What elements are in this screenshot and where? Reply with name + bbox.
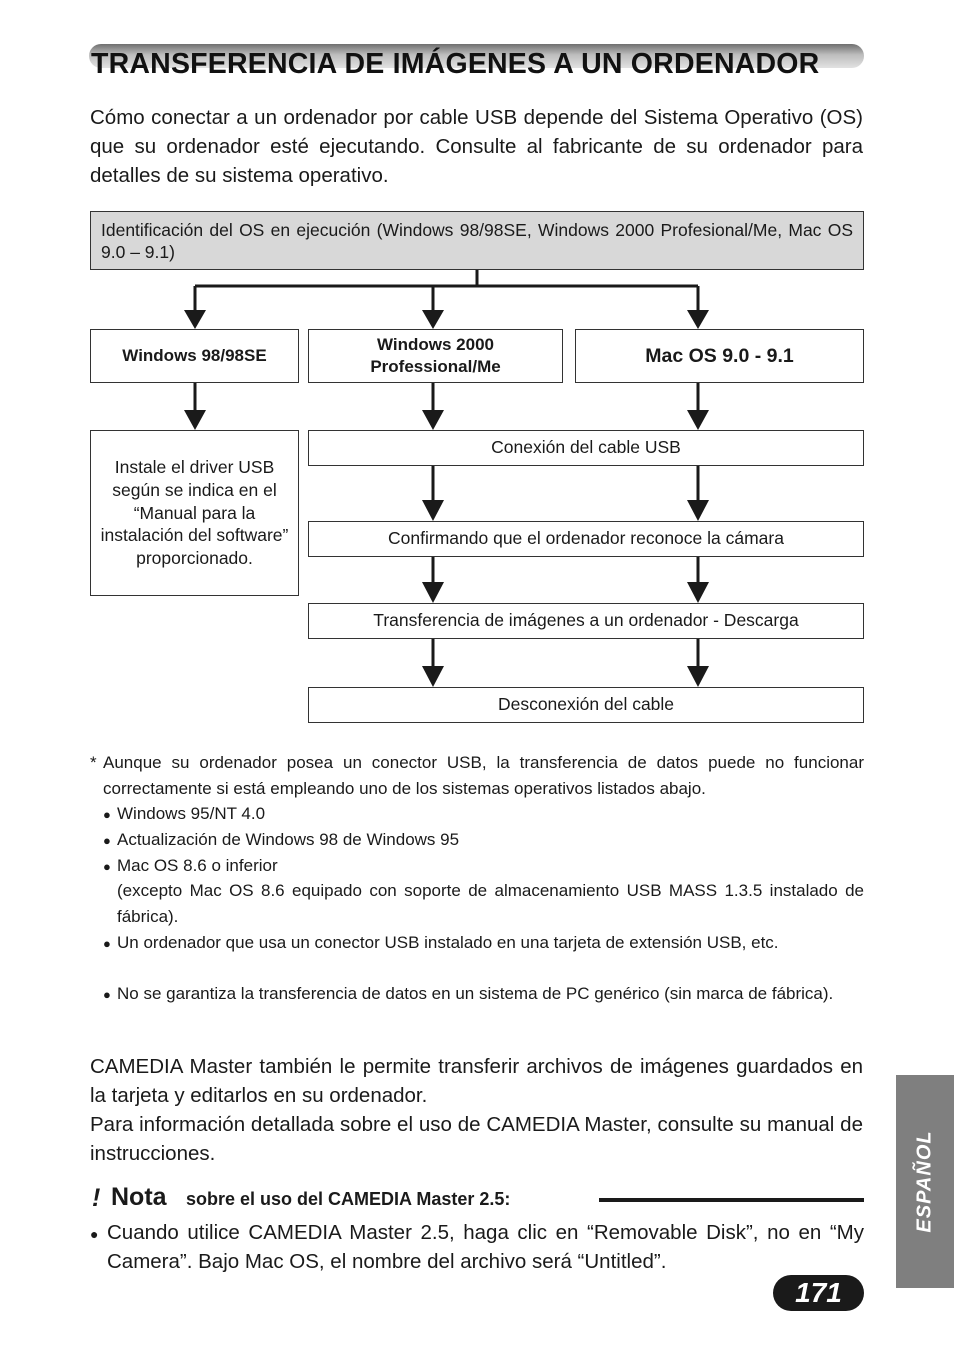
flow-os-win2000-line1: Windows 2000 <box>377 335 494 354</box>
camedia-paragraph <box>90 1052 863 1168</box>
footnote-bullet-icon: ● <box>103 987 111 1002</box>
arrow-to-mac <box>687 286 709 329</box>
arrow-usb-to-confirm-left <box>422 466 444 521</box>
note-label: Nota <box>111 1183 167 1211</box>
footnote-bullet-icon: ● <box>103 859 111 874</box>
page-number: 171 <box>795 1277 842 1308</box>
footnote-item: Windows 95/NT 4.0 <box>117 804 266 823</box>
flow-step-transfer-images: Transferencia de imágenes a un ordenador - Descarga <box>308 603 864 639</box>
footnote-item: Actualización de Windows 98 de Windows 95 <box>117 830 460 849</box>
flow-step-usb-connection: Conexión del cable USB <box>308 430 864 466</box>
flow-os-identification: Identificación del OS en ejecución (Windows 98/98SE, Windows 2000 Profesional/Me, Mac OS 9.0 – 9.1) <box>90 211 864 270</box>
page-title: TRANSFERENCIA DE IMÁGENES A UN ORDENADOR <box>91 48 820 80</box>
language-side-label <box>896 1075 954 1288</box>
note-text: Cuando utilice CAMEDIA Master 2.5, haga clic en “Removable Disk”, no en “My Camera”. Bajo Mac OS, el nombre del archivo será “Untitled”. <box>107 1221 864 1273</box>
camedia-paragraph-line1: CAMEDIA Master también le permite transferir archivos de imágenes guardados en la tarjeta y editarlos en su ordenador. <box>90 1055 863 1107</box>
arrow-transfer-to-disconnect-left <box>422 639 444 687</box>
footnote-item: Un ordenador que usa un conector USB instalado en una tarjeta de extensión USB, etc. <box>117 933 779 952</box>
flow-os-mac: Mac OS 9.0 - 9.1 <box>575 329 864 383</box>
flow-os-win2000-line2: Professional/Me <box>370 357 501 376</box>
flow-os-win98: Windows 98/98SE <box>90 329 299 383</box>
note-rule <box>599 1198 864 1202</box>
footnote-item: No se garantiza la transferencia de datos en un sistema de PC genérico (sin marca de fábrica). <box>117 984 834 1003</box>
arrow-to-win98 <box>184 286 206 329</box>
note-subtitle: sobre el uso del CAMEDIA Master 2.5: <box>186 1189 511 1209</box>
flow-driver-note: Instale el driver USB según se indica en el “Manual para la instalación del software” proporcionado. <box>90 430 299 596</box>
intro-paragraph: Cómo conectar a un ordenador por cable USB depende del Sistema Operativo (OS) que su ordenador esté ejecutando. Consulte al fabricante de su ordenador para detalles de su sistema operativo. <box>90 106 863 187</box>
language-label-text: ESPAÑOL <box>913 1130 936 1233</box>
arrow-win2000-to-usb <box>422 383 444 430</box>
flow-os-win2000 <box>308 329 563 383</box>
arrow-confirm-to-transfer-right <box>687 557 709 603</box>
note-bullet-icon: ● <box>90 1226 99 1242</box>
arrow-win98-to-driver <box>184 383 206 430</box>
note-exclamation-icon: ! <box>92 1184 101 1212</box>
arrow-to-win2000 <box>422 286 444 329</box>
footnote-item: Mac OS 8.6 o inferior <box>117 856 278 875</box>
arrow-confirm-to-transfer-left <box>422 557 444 603</box>
footnote-marker: * <box>90 753 97 772</box>
arrow-transfer-to-disconnect-right <box>687 639 709 687</box>
footnote-mac-exception: (excepto Mac OS 8.6 equipado con soporte de almacenamiento USB MASS 1.3.5 instalado de fábrica). <box>117 881 864 926</box>
footnote-bullet-icon: ● <box>103 807 111 822</box>
arrow-mac-to-usb <box>687 383 709 430</box>
footnote-bullet-icon: ● <box>103 936 111 951</box>
arrow-usb-to-confirm-right <box>687 466 709 521</box>
flow-step-confirm-camera: Confirmando que el ordenador reconoce la cámara <box>308 521 864 557</box>
flow-step-disconnect-cable: Desconexión del cable <box>308 687 864 723</box>
footnote-text: Aunque su ordenador posea un conector USB, la transferencia de datos puede no funcionar correctamente si está empleando uno de los sistemas operativos listados abajo. <box>103 753 864 798</box>
camedia-paragraph-line2: Para información detallada sobre el uso de CAMEDIA Master, consulte su manual de instrucciones. <box>90 1113 863 1165</box>
footnote-bullet-icon: ● <box>103 833 111 848</box>
